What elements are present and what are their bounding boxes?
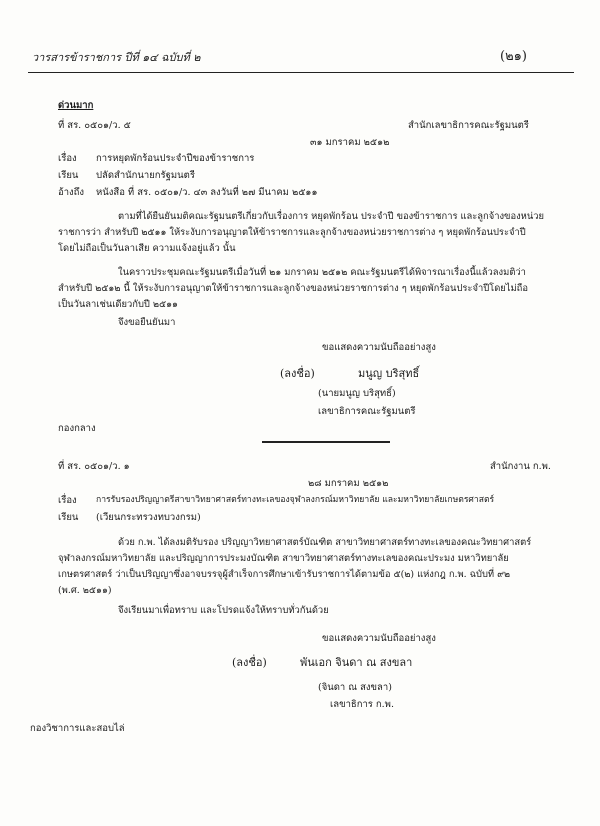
letter2-para1-line1: ด้วย ก.พ. ได้ลงมติรับรอง ปริญญาวิทยาศาสตร์บัณฑิต สาขาวิทยาศาสตร์ทางทะเลของคณะวิทยาศาสตร์ (118, 537, 532, 548)
letter1-para1-line2: ราชการว่า สำหรับปี ๒๕๑๑ ให้ระงับการอนุญาตให้ข้าราชการและลูกจ้างของหน่วยราชการต่าง ๆ หยุดพักร้อนประจำปี (58, 227, 526, 238)
letter1-para3: จึงขอยืนยันมา (118, 317, 176, 328)
letter2-para1-line2: จุฬาลงกรณ์มหาวิทยาลัย และปริญญาการประมงบัณฑิต สาขาวิทยาศาสตร์ทางทะเลของคณะประมง มหาวิทยาลัย (58, 553, 509, 564)
classification-label: ด่วนมาก (58, 100, 94, 111)
page-number: (๒๑) (500, 49, 527, 64)
letter2-closing: ขอแสดงความนับถืออย่างสูง (322, 633, 436, 644)
letter2-dept: กองวิชาการและสอบไล่ (30, 723, 125, 734)
letter1-signed-label: (ลงชื่อ) (280, 367, 315, 380)
letter2-office: สำนักงาน ก.พ. (490, 461, 551, 472)
letter2-date: ๒๘ มกราคม ๒๕๑๒ (308, 478, 389, 489)
letter2-to-label: เรียน (58, 512, 79, 523)
letter1-to-label: เรียน (58, 170, 79, 181)
letter1-para2-line2: สำหรับปี ๒๕๑๒ นี้ ให้ระงับการอนุญาตให้ข้าราชการและลูกจ้างของหน่วยราชการต่าง ๆ หยุดพักร้อนประจำปีโดยไม่ถือ (58, 283, 528, 294)
letter-separator (262, 441, 390, 443)
letter1-ref-label: อ้างถึง (58, 187, 85, 198)
letter1-subject: การหยุดพักร้อนประจำปีของข้าราชการ (96, 153, 255, 164)
letter1-para1-line3: โดยไม่ถือเป็นวันลาเสีย ความแจ้งอยู่แล้ว นั้น (58, 243, 236, 254)
letter1-signer-title: เลขาธิการคณะรัฐมนตรี (318, 406, 416, 417)
letter1-ref: หนังสือ ที่ สร. ๐๕๐๑/ว. ๔๓ ลงวันที่ ๒๗ มีนาคม ๒๕๑๑ (96, 187, 318, 198)
letter2-subject-label: เรื่อง (58, 495, 77, 506)
letter2-para1-line3: เกษตรศาสตร์ ว่าเป็นปริญญาซึ่งอาจบรรจุผู้สำเร็จการศึกษาเข้ารับราชการได้ตามข้อ ๕(๒) แห่งกฎ ก.พ. ฉบับที่ ๙๒ (58, 569, 511, 580)
letter1-para2-line3: เป็นวันลาเช่นเดียวกับปี ๒๕๑๑ (58, 299, 179, 310)
letter1-date: ๓๑ มกราคม ๒๕๑๒ (310, 137, 390, 148)
letter2-signer-title: เลขาธิการ ก.พ. (330, 699, 394, 710)
letter2-signed-label: (ลงชื่อ) (232, 656, 267, 669)
letter1-ref-no: ที่ สร. ๐๕๐๑/ว. ๕ (58, 120, 131, 131)
letter1-office: สำนักเลขาธิการคณะรัฐมนตรี (408, 120, 529, 131)
letter2-para1-line4: (พ.ศ. ๒๕๑๑) (58, 585, 112, 596)
letter1-closing: ขอแสดงความนับถืออย่างสูง (322, 342, 436, 353)
letter2-signer: พันเอก จินดา ณ สงขลา (300, 656, 413, 669)
letter2-signer-name: (จินดา ณ สงขลา) (318, 682, 392, 693)
letter1-signer: มนูญ บริสุทธิ์ (358, 367, 420, 380)
letter1-subject-label: เรื่อง (58, 153, 77, 164)
letter2-ref-no: ที่ สร. ๐๕๐๑/ว. ๑ (58, 461, 130, 472)
letter2-to: (เวียนกระทรวงทบวงกรม) (96, 512, 201, 523)
journal-title: วารสารข้าราชการ ปีที่ ๑๔ ฉบับที่ ๒ (32, 51, 201, 64)
letter1-to: ปลัดสำนักนายกรัฐมนตรี (96, 170, 195, 181)
letter1-para2-line1: ในคราวประชุมคณะรัฐมนตรีเมื่อวันที่ ๒๑ มกราคม ๒๕๑๒ คณะรัฐมนตรีได้พิจารณาเรื่องนี้แล้วลงมติว่า (118, 267, 526, 278)
letter1-signer-name: (นายมนูญ บริสุทธิ์) (318, 388, 396, 399)
letter1-dept: กองกลาง (58, 423, 96, 434)
letter2-subject: การรับรองปริญญาตรีสาขาวิทยาศาสตร์ทางทะเลของจุฬาลงกรณ์มหาวิทยาลัย และมหาวิทยาลัยเกษตรศาสตร์ (96, 495, 495, 505)
letter2-para2: จึงเรียนมาเพื่อทราบ และโปรดแจ้งให้ทราบทั่วกันด้วย (118, 605, 329, 616)
header-rule (28, 72, 574, 73)
letter1-para1-line1: ตามที่ได้ยืนยันมติคณะรัฐมนตรีเกี่ยวกับเรื่องการ หยุดพักร้อน ประจำปี ของข้าราชการ และลูกจ้างของหน่วย (118, 211, 545, 222)
